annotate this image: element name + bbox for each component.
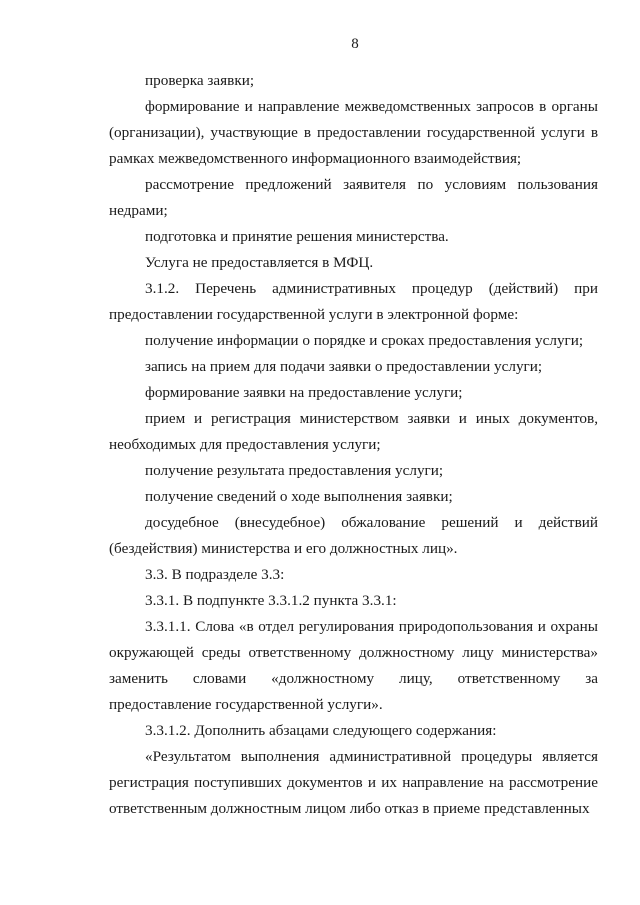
paragraph-7: получение информации о порядке и сроках предоставления услуги; xyxy=(145,332,584,349)
paragraph-5: Услуга не предоставляется в МФЦ. xyxy=(145,254,374,271)
page-number: 8 xyxy=(351,36,359,52)
paragraph-16: 3.3.1.1. Слова «в отдел регулирования природопользования и охраны окружающей среды ответственному должностному лицу министерства» заменить словами «должностному лицу, ответственному за предоставление государственной услуги». xyxy=(109,618,598,713)
paragraph-8: запись на прием для подачи заявки о предоставлении услуги; xyxy=(145,358,543,375)
document-body xyxy=(109,68,598,822)
paragraph-2: формирование и направление межведомственных запросов в органы (организации), участвующие в предоставлении государственной услуги в рамках межведомственного информационного взаимодействия; xyxy=(109,98,598,167)
paragraph-12: получение сведений о ходе выполнения заявки; xyxy=(145,488,453,505)
paragraph-6: 3.1.2. Перечень административных процедур (действий) при предоставлении государственной услуги в электронной форме: xyxy=(109,280,598,323)
paragraph-4: подготовка и принятие решения министерства. xyxy=(145,228,449,245)
paragraph-11: получение результата предоставления услуги; xyxy=(145,462,444,479)
paragraph-14: 3.3. В подразделе 3.3: xyxy=(145,566,285,583)
paragraph-15: 3.3.1. В подпункте 3.3.1.2 пункта 3.3.1: xyxy=(145,592,397,609)
paragraph-13: досудебное (внесудебное) обжалование решений и действий (бездействия) министерства и его должностных лиц». xyxy=(109,514,598,557)
paragraph-17: 3.3.1.2. Дополнить абзацами следующего содержания: xyxy=(145,722,497,739)
paragraph-10: прием и регистрация министерством заявки и иных документов, необходимых для предоставления услуги; xyxy=(109,410,598,453)
paragraph-3: рассмотрение предложений заявителя по условиям пользования недрами; xyxy=(109,176,598,219)
paragraph-18: «Результатом выполнения административной процедуры является регистрация поступивших документов и их направление на рассмотрение ответственным должностным лицом либо отказ в приеме представленных xyxy=(109,748,598,817)
paragraph-1: проверка заявки; xyxy=(145,72,255,89)
paragraph-9: формирование заявки на предоставление услуги; xyxy=(145,384,463,401)
